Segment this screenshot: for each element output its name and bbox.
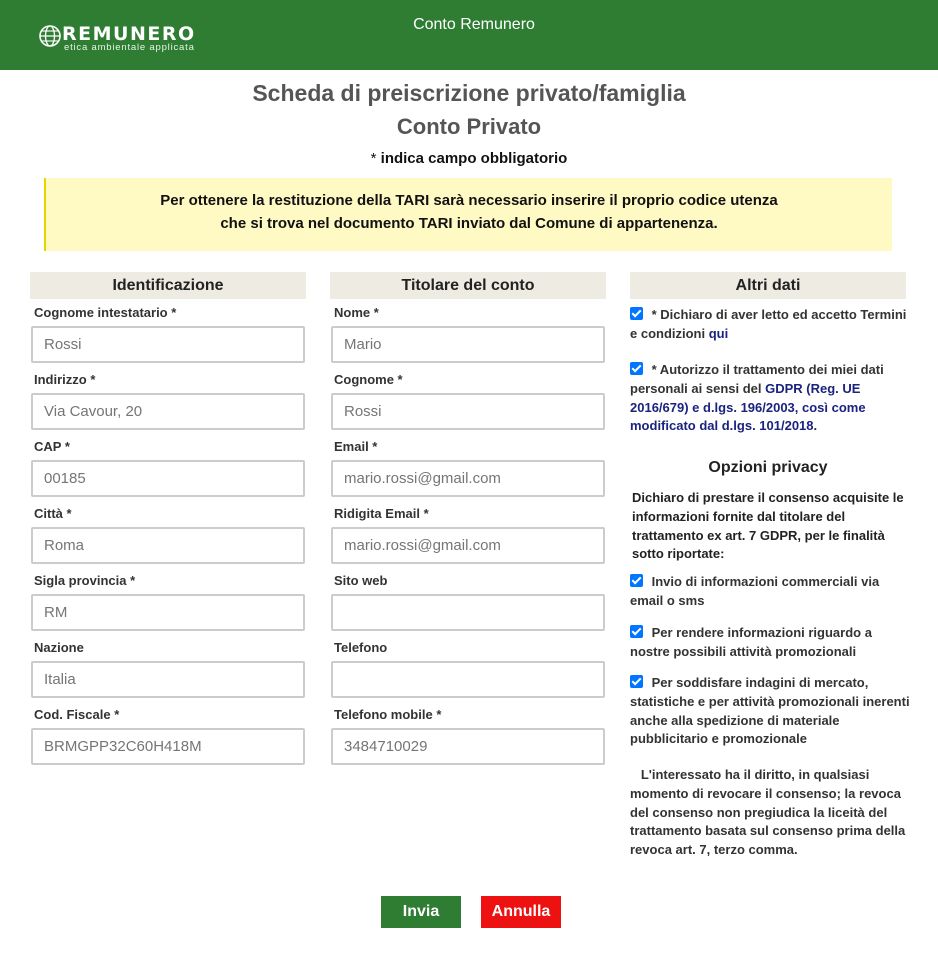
privacy-intro: Dichiaro di prestare il consenso acquisite le informazioni fornite dal titolare del trattamento ex art. 7 GDPR, per le finalità sotto riportate: <box>632 490 904 562</box>
required-star: * <box>370 150 377 167</box>
terms-checkbox[interactable] <box>630 307 643 320</box>
field-label: Telefono mobile * <box>334 707 442 722</box>
field-label: Nazione <box>34 640 84 655</box>
option-text: Per soddisfare indagini di mercato, statistiche e per attività promozionali inerenti anche alla spedizione di materiale pubblicitario e promozionale <box>630 675 910 747</box>
field-label: Nome * <box>334 305 379 320</box>
field-label: Cognome intestatario * <box>34 305 177 320</box>
field-label: Email * <box>334 439 378 454</box>
gdpr-checkbox[interactable] <box>630 362 643 375</box>
titolare-heading: Titolare del conto <box>330 272 606 299</box>
nazione-input[interactable] <box>31 661 305 698</box>
titolare-section <box>330 272 606 768</box>
telefono-input[interactable] <box>331 661 605 698</box>
field-sigla-provincia <box>30 567 306 634</box>
field-cognome-intestatario <box>30 299 306 366</box>
field-label: Indirizzo * <box>34 372 96 387</box>
privacy-option-promotional <box>630 624 910 662</box>
field-citta <box>30 500 306 567</box>
cognome-intestatario-input[interactable] <box>31 326 305 363</box>
page-subtitle: Conto Privato <box>396 114 542 139</box>
rights-text-content: L'interessato ha il diritto, in qualsiasi momento di revocare il consenso; la revoca del consenso non pregiudica la liceità del trattamento basata sul consenso prima della revoca art. 7, terzo comma. <box>630 767 906 858</box>
field-telefono <box>330 634 606 701</box>
indirizzo-input[interactable] <box>31 393 305 430</box>
logo-name: REMUNERO <box>62 23 196 45</box>
rights-text <box>630 766 910 860</box>
field-label: CAP * <box>34 439 70 454</box>
field-label: Cod. Fiscale * <box>34 707 120 722</box>
terms-text: * Dichiaro di aver letto ed accetto Termini e condizioni <box>630 307 907 341</box>
privacy-option-market-research <box>630 674 910 749</box>
privacy-heading: Opzioni privacy <box>708 459 828 476</box>
field-email <box>330 433 606 500</box>
gdpr-consent <box>630 361 910 436</box>
field-ridigita-email <box>330 500 606 567</box>
altri-dati-heading: Altri dati <box>630 272 906 299</box>
telefono-mobile-input[interactable] <box>331 728 605 765</box>
field-label: Sito web <box>334 573 388 588</box>
sigla-provincia-input[interactable] <box>31 594 305 631</box>
ridigita-email-input[interactable] <box>331 527 605 564</box>
notice-line-1: Per ottenere la restituzione della TARI sarà necessario inserire il proprio codice utenza <box>160 192 778 209</box>
tari-notice <box>44 178 892 251</box>
field-label: Cognome * <box>334 372 403 387</box>
field-label: Sigla provincia * <box>34 573 136 588</box>
required-text: indica campo obbligatorio <box>376 150 568 167</box>
field-indirizzo <box>30 366 306 433</box>
option-text: Per rendere informazioni riguardo a nostre possibili attività promozionali <box>630 625 872 659</box>
field-label: Città * <box>34 506 72 521</box>
cognome-input[interactable] <box>331 393 605 430</box>
market-research-checkbox[interactable] <box>630 675 643 688</box>
promotional-checkbox[interactable] <box>630 625 643 638</box>
field-sito-web <box>330 567 606 634</box>
cap-input[interactable] <box>31 460 305 497</box>
field-nazione <box>30 634 306 701</box>
identificazione-heading: Identificazione <box>30 272 306 299</box>
page-title: Scheda di preiscrizione privato/famiglia <box>252 80 686 106</box>
sito-web-input[interactable] <box>331 594 605 631</box>
email-input[interactable] <box>331 460 605 497</box>
nome-input[interactable] <box>331 326 605 363</box>
field-nome <box>330 299 606 366</box>
cod-fiscale-input[interactable] <box>31 728 305 765</box>
field-cap <box>30 433 306 500</box>
commercial-checkbox[interactable] <box>630 574 643 587</box>
field-cod-fiscale <box>30 701 306 768</box>
field-cognome <box>330 366 606 433</box>
gdpr-link[interactable]: GDPR (Reg. UE 2016/679) e d.lgs. 196/2003, così come modificato dal d.lgs. 101/2018 <box>630 380 866 434</box>
app-title: Conto Remunero <box>413 16 535 33</box>
option-text: Invio di informazioni commerciali via email o sms <box>630 574 880 608</box>
field-telefono-mobile <box>330 701 606 768</box>
identificazione-section <box>30 272 306 768</box>
terms-consent <box>630 306 910 344</box>
altri-dati-section <box>630 272 910 858</box>
gdpr-text-end: . <box>813 418 818 434</box>
citta-input[interactable] <box>31 527 305 564</box>
field-label: Ridigita Email * <box>334 506 429 521</box>
logo-tagline: etica ambientale applicata <box>64 42 195 53</box>
terms-link[interactable]: qui <box>708 325 729 341</box>
required-note <box>0 150 938 167</box>
field-label: Telefono <box>334 640 388 655</box>
cancel-button[interactable]: Annulla <box>481 896 561 928</box>
notice-line-2: che si trova nel documento TARI inviato dal Comune di appartenenza. <box>220 215 718 232</box>
top-bar <box>0 0 938 70</box>
privacy-option-commercial <box>630 573 910 611</box>
send-button[interactable]: Invia <box>381 896 461 928</box>
gdpr-text: * Autorizzo il trattamento dei miei dati personali ai sensi del <box>630 362 884 396</box>
